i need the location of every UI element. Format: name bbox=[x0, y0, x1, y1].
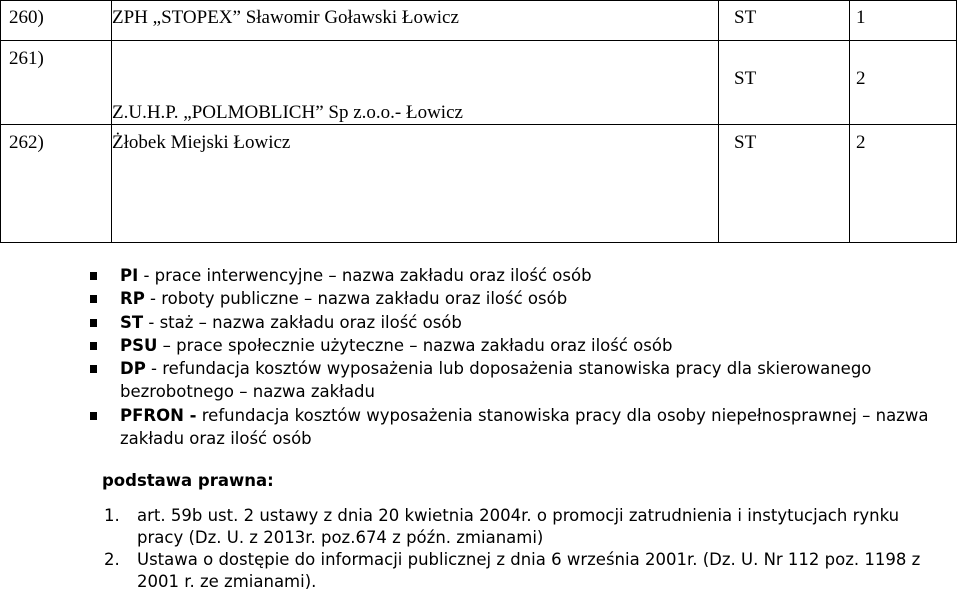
legend-code: DP bbox=[120, 359, 146, 379]
entry-count: 2 bbox=[856, 68, 866, 89]
legend-item bbox=[90, 264, 950, 287]
square-bullet-icon bbox=[90, 342, 97, 350]
entry-number: 260) bbox=[1, 1, 112, 41]
entry-name: Żłobek Miejski Łowicz bbox=[112, 125, 719, 243]
legend-code: PFRON - bbox=[120, 405, 197, 425]
legend-item bbox=[90, 404, 950, 451]
entries-table bbox=[0, 0, 957, 243]
square-bullet-icon bbox=[90, 319, 97, 327]
legend-item bbox=[90, 311, 950, 334]
legal-item-number: 2. bbox=[104, 550, 120, 569]
legend-code: PI bbox=[120, 266, 139, 285]
legal-item bbox=[104, 505, 934, 549]
legend-item bbox=[90, 334, 950, 357]
legend-item bbox=[90, 357, 950, 404]
entry-count-cell bbox=[850, 41, 957, 125]
square-bullet-icon bbox=[90, 365, 97, 373]
entry-count: 1 bbox=[850, 1, 957, 41]
legend-description: - roboty publiczne – nazwa zakładu oraz ilość osób bbox=[144, 289, 568, 309]
legal-item bbox=[104, 549, 934, 593]
entry-number: 261) bbox=[9, 48, 44, 69]
square-bullet-icon bbox=[90, 412, 97, 420]
square-bullet-icon bbox=[90, 272, 97, 280]
entry-code-cell bbox=[719, 41, 850, 125]
entry-code: ST bbox=[719, 125, 850, 243]
legend-description: refundacja kosztów wyposażenia stanowiska pracy dla osoby niepełnosprawnej – nazwa zakładu oraz ilość osób bbox=[120, 405, 929, 449]
legal-basis-list bbox=[104, 505, 934, 593]
legal-item-text: art. 59b ust. 2 ustawy z dnia 20 kwietnia 2004r. o promocji zatrudnienia i instytucjach rynku pracy (Dz. U. z 2013r. poz.674 z późn. zmianami) bbox=[137, 506, 900, 547]
legend-item bbox=[90, 287, 950, 310]
legend-code: RP bbox=[120, 289, 145, 309]
entry-count: 2 bbox=[850, 125, 957, 243]
legal-item-number: 1. bbox=[104, 506, 120, 525]
abbreviation-legend bbox=[90, 264, 950, 450]
legal-item-text: Ustawa o dostępie do informacji publicznej z dnia 6 września 2001r. (Dz. U. Nr 112 poz. 1198 z 2001 r. ze zmianami). bbox=[137, 550, 921, 591]
legend-description: - staż – nazwa zakładu oraz ilość osób bbox=[143, 312, 462, 332]
legend-description: - prace interwencyjne – nazwa zakładu oraz ilość osób bbox=[138, 266, 592, 285]
entry-name: Z.U.H.P. „POLMOBLICH” Sp z.o.o.- Łowicz bbox=[112, 102, 463, 123]
entry-number: 262) bbox=[1, 125, 112, 243]
legend-description: - refundacja kosztów wyposażenia lub doposażenia stanowiska pracy dla skierowanego bezrobotnego – nazwa zakładu bbox=[120, 359, 872, 402]
entry-name: ZPH „STOPEX” Sławomir Goławski Łowicz bbox=[112, 1, 719, 41]
table-row bbox=[1, 125, 957, 243]
entry-code: ST bbox=[719, 1, 850, 41]
legend-code: ST bbox=[120, 312, 144, 332]
legend-description: – prace społecznie użyteczne – nazwa zakładu oraz ilość osób bbox=[157, 335, 673, 355]
table-row bbox=[1, 1, 957, 41]
square-bullet-icon bbox=[90, 295, 97, 303]
table-row bbox=[1, 41, 957, 125]
entry-code: ST bbox=[734, 68, 757, 89]
entry-number-cell bbox=[1, 41, 112, 125]
legal-basis-heading: podstawa prawna: bbox=[102, 471, 274, 490]
entry-name-cell bbox=[112, 41, 719, 125]
legend-code: PSU bbox=[120, 335, 158, 355]
